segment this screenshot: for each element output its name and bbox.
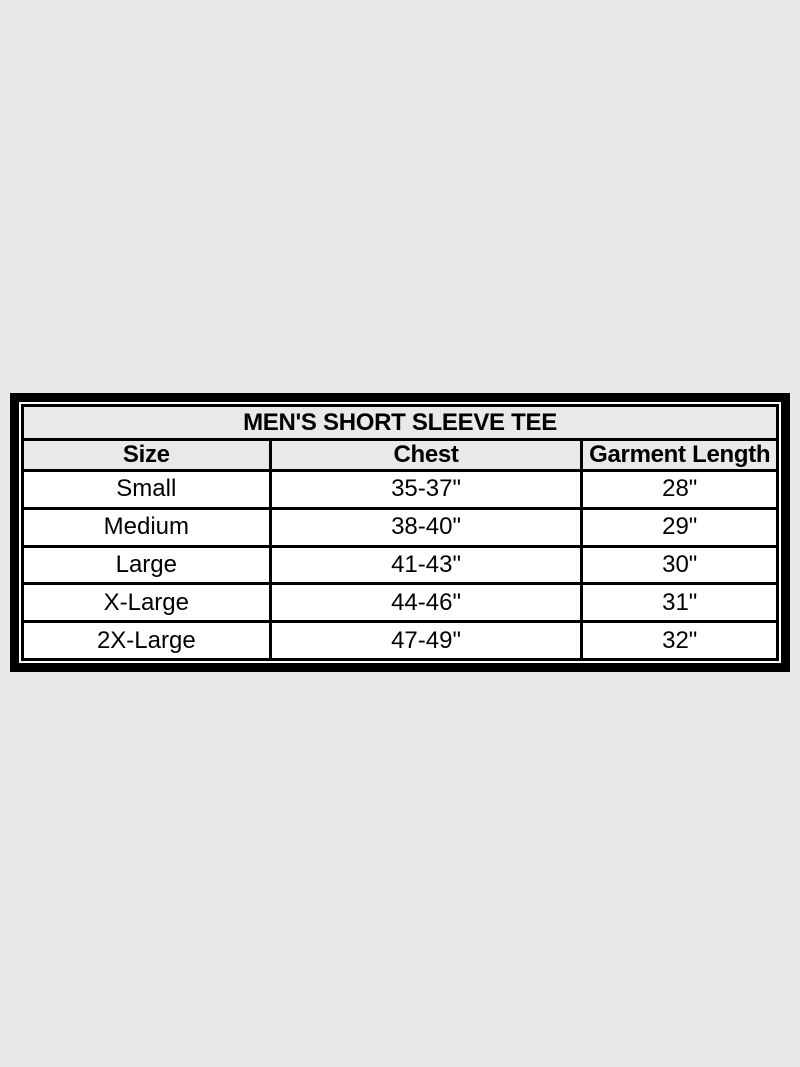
table-row-large xyxy=(23,546,778,584)
column-header-garment-length: Garment Length xyxy=(582,440,778,471)
size-cell: Medium xyxy=(23,508,271,546)
size-cell: Small xyxy=(23,471,271,509)
column-header-row xyxy=(23,440,778,471)
size-chart xyxy=(10,393,790,672)
chart-title: MEN'S SHORT SLEEVE TEE xyxy=(23,406,778,440)
garment-length-cell: 31" xyxy=(582,584,778,622)
garment-length-cell: 28" xyxy=(582,471,778,509)
garment-length-cell: 30" xyxy=(582,546,778,584)
table-row-medium xyxy=(23,508,778,546)
garment-length-cell: 29" xyxy=(582,508,778,546)
chest-cell: 35-37" xyxy=(270,471,582,509)
size-cell: 2X-Large xyxy=(23,622,271,660)
size-cell: X-Large xyxy=(23,584,271,622)
chest-cell: 41-43" xyxy=(270,546,582,584)
garment-length-cell: 32" xyxy=(582,622,778,660)
column-header-size: Size xyxy=(23,440,271,471)
size-chart-table xyxy=(21,404,779,661)
table-row-small xyxy=(23,471,778,509)
chest-cell: 47-49" xyxy=(270,622,582,660)
title-row xyxy=(23,406,778,440)
table-row-x-large xyxy=(23,584,778,622)
table-row-2x-large xyxy=(23,622,778,660)
size-cell: Large xyxy=(23,546,271,584)
column-header-chest: Chest xyxy=(270,440,582,471)
chest-cell: 38-40" xyxy=(270,508,582,546)
chest-cell: 44-46" xyxy=(270,584,582,622)
